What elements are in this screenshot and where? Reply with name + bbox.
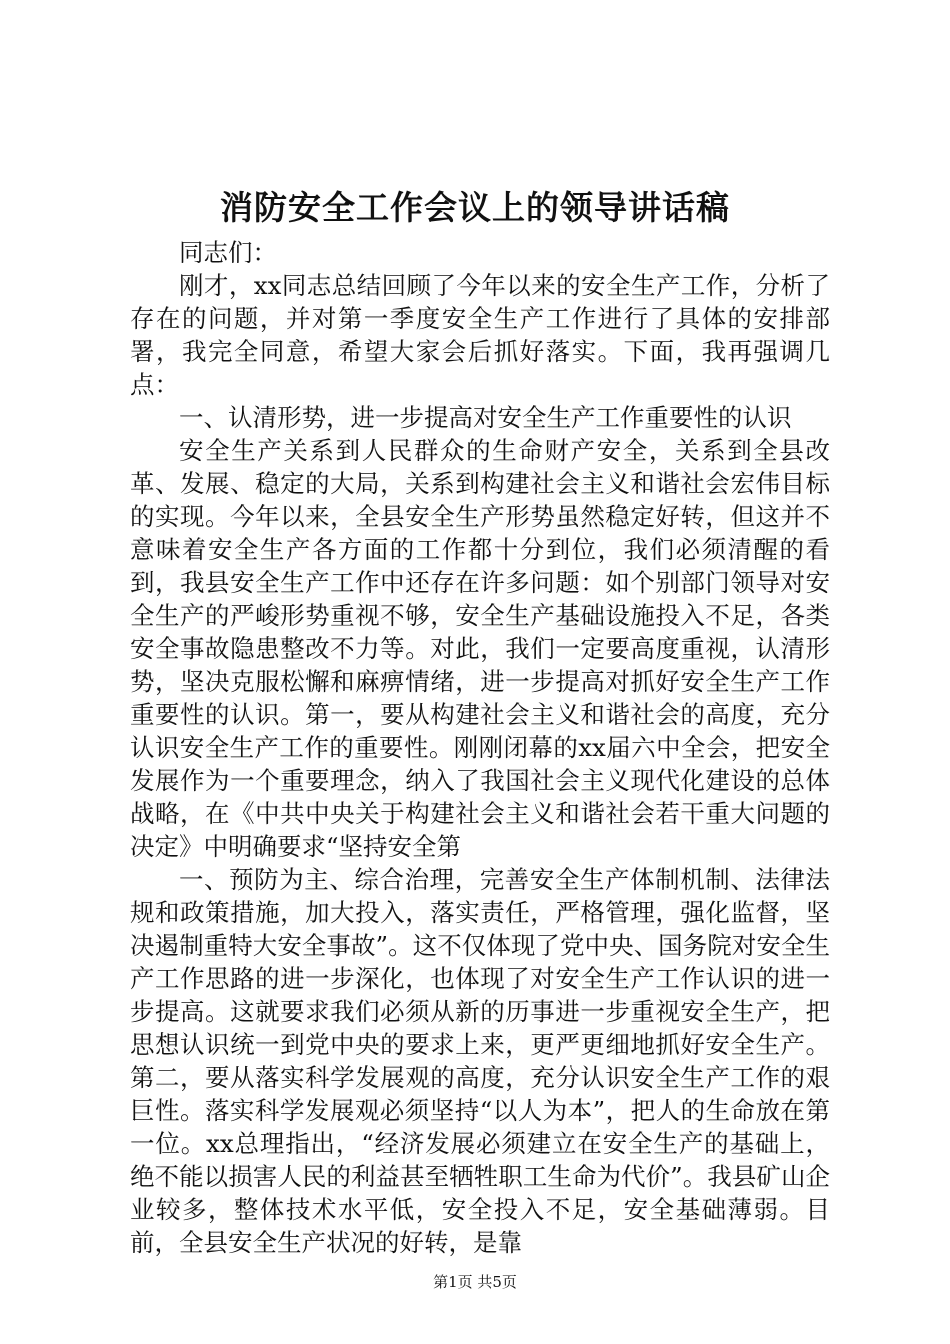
body-paragraph: 安全生产关系到人民群众的生命财产安全，关系到全县改革、发展、稳定的大局，关系到构建社会主义和谐社会宏伟目标的实现。今年以来，全县安全生产形势虽然稳定好转，但这并不意味着安全生产各方面的工作都十分到位，我们必须清醒的看到，我县安全生产工作中还存在许多问题：如个别部门领导对安全生产的严峻形势重视不够，安全生产基础设施投入不足，各类安全事故隐患整改不力等。对此，我们一定要高度重视，认清形势，坚决克服松懈和麻痹情绪，进一步提高对抓好安全生产工作重要性的认识。第一，要从构建社会主义和谐社会的高度，充分认识安全生产工作的重要性。刚刚闭幕的xx届六中全会，把安全发展作为一个重要理念，纳入了我国社会主义现代化建设的总体战略，在《中共中央关于构建社会主义和谐社会若干重大问题的决定》中明确要求“坚持安全第 (130, 436, 830, 861)
page-footer: 第1页 共5页 (433, 1273, 517, 1291)
intro-paragraph: 刚才，xx同志总结回顾了今年以来的安全生产工作，分析了存在的问题，并对第一季度安全生产工作进行了具体的安排部署，我完全同意，希望大家会后抓好落实。下面，我再强调几点： (130, 271, 830, 399)
document-body (130, 236, 830, 1259)
salutation-paragraph: 同志们： (179, 238, 277, 267)
document-title: 消防安全工作会议上的领导讲话稿 (220, 188, 730, 227)
section-heading: 一、认清形势，进一步提高对安全生产工作重要性的认识 (179, 403, 792, 432)
body-paragraph: 一、预防为主、综合治理，完善安全生产体制机制、法律法规和政策措施，加大投入，落实责任，严格管理，强化监督，坚决遏制重特大安全事故”。这不仅体现了党中央、国务院对安全生产工作思路的进一步深化，也体现了对安全生产工作认识的进一步提高。这就要求我们必须从新的历事进一步重视安全生产，把思想认识统一到党中央的要求上来，更严更细地抓好安全生产。第二，要从落实科学发展观的高度，充分认识安全生产工作的艰巨性。落实科学发展观必须坚持“以人为本”，把人的生命放在第一位。xx总理指出，“经济发展必须建立在安全生产的基础上，绝不能以损害人民的利益甚至牺牲职工生命为代价”。我县矿山企业较多，整体技术水平低，安全投入不足，安全基础薄弱。目前，全县安全生产状况的好转，是靠 (130, 865, 830, 1257)
